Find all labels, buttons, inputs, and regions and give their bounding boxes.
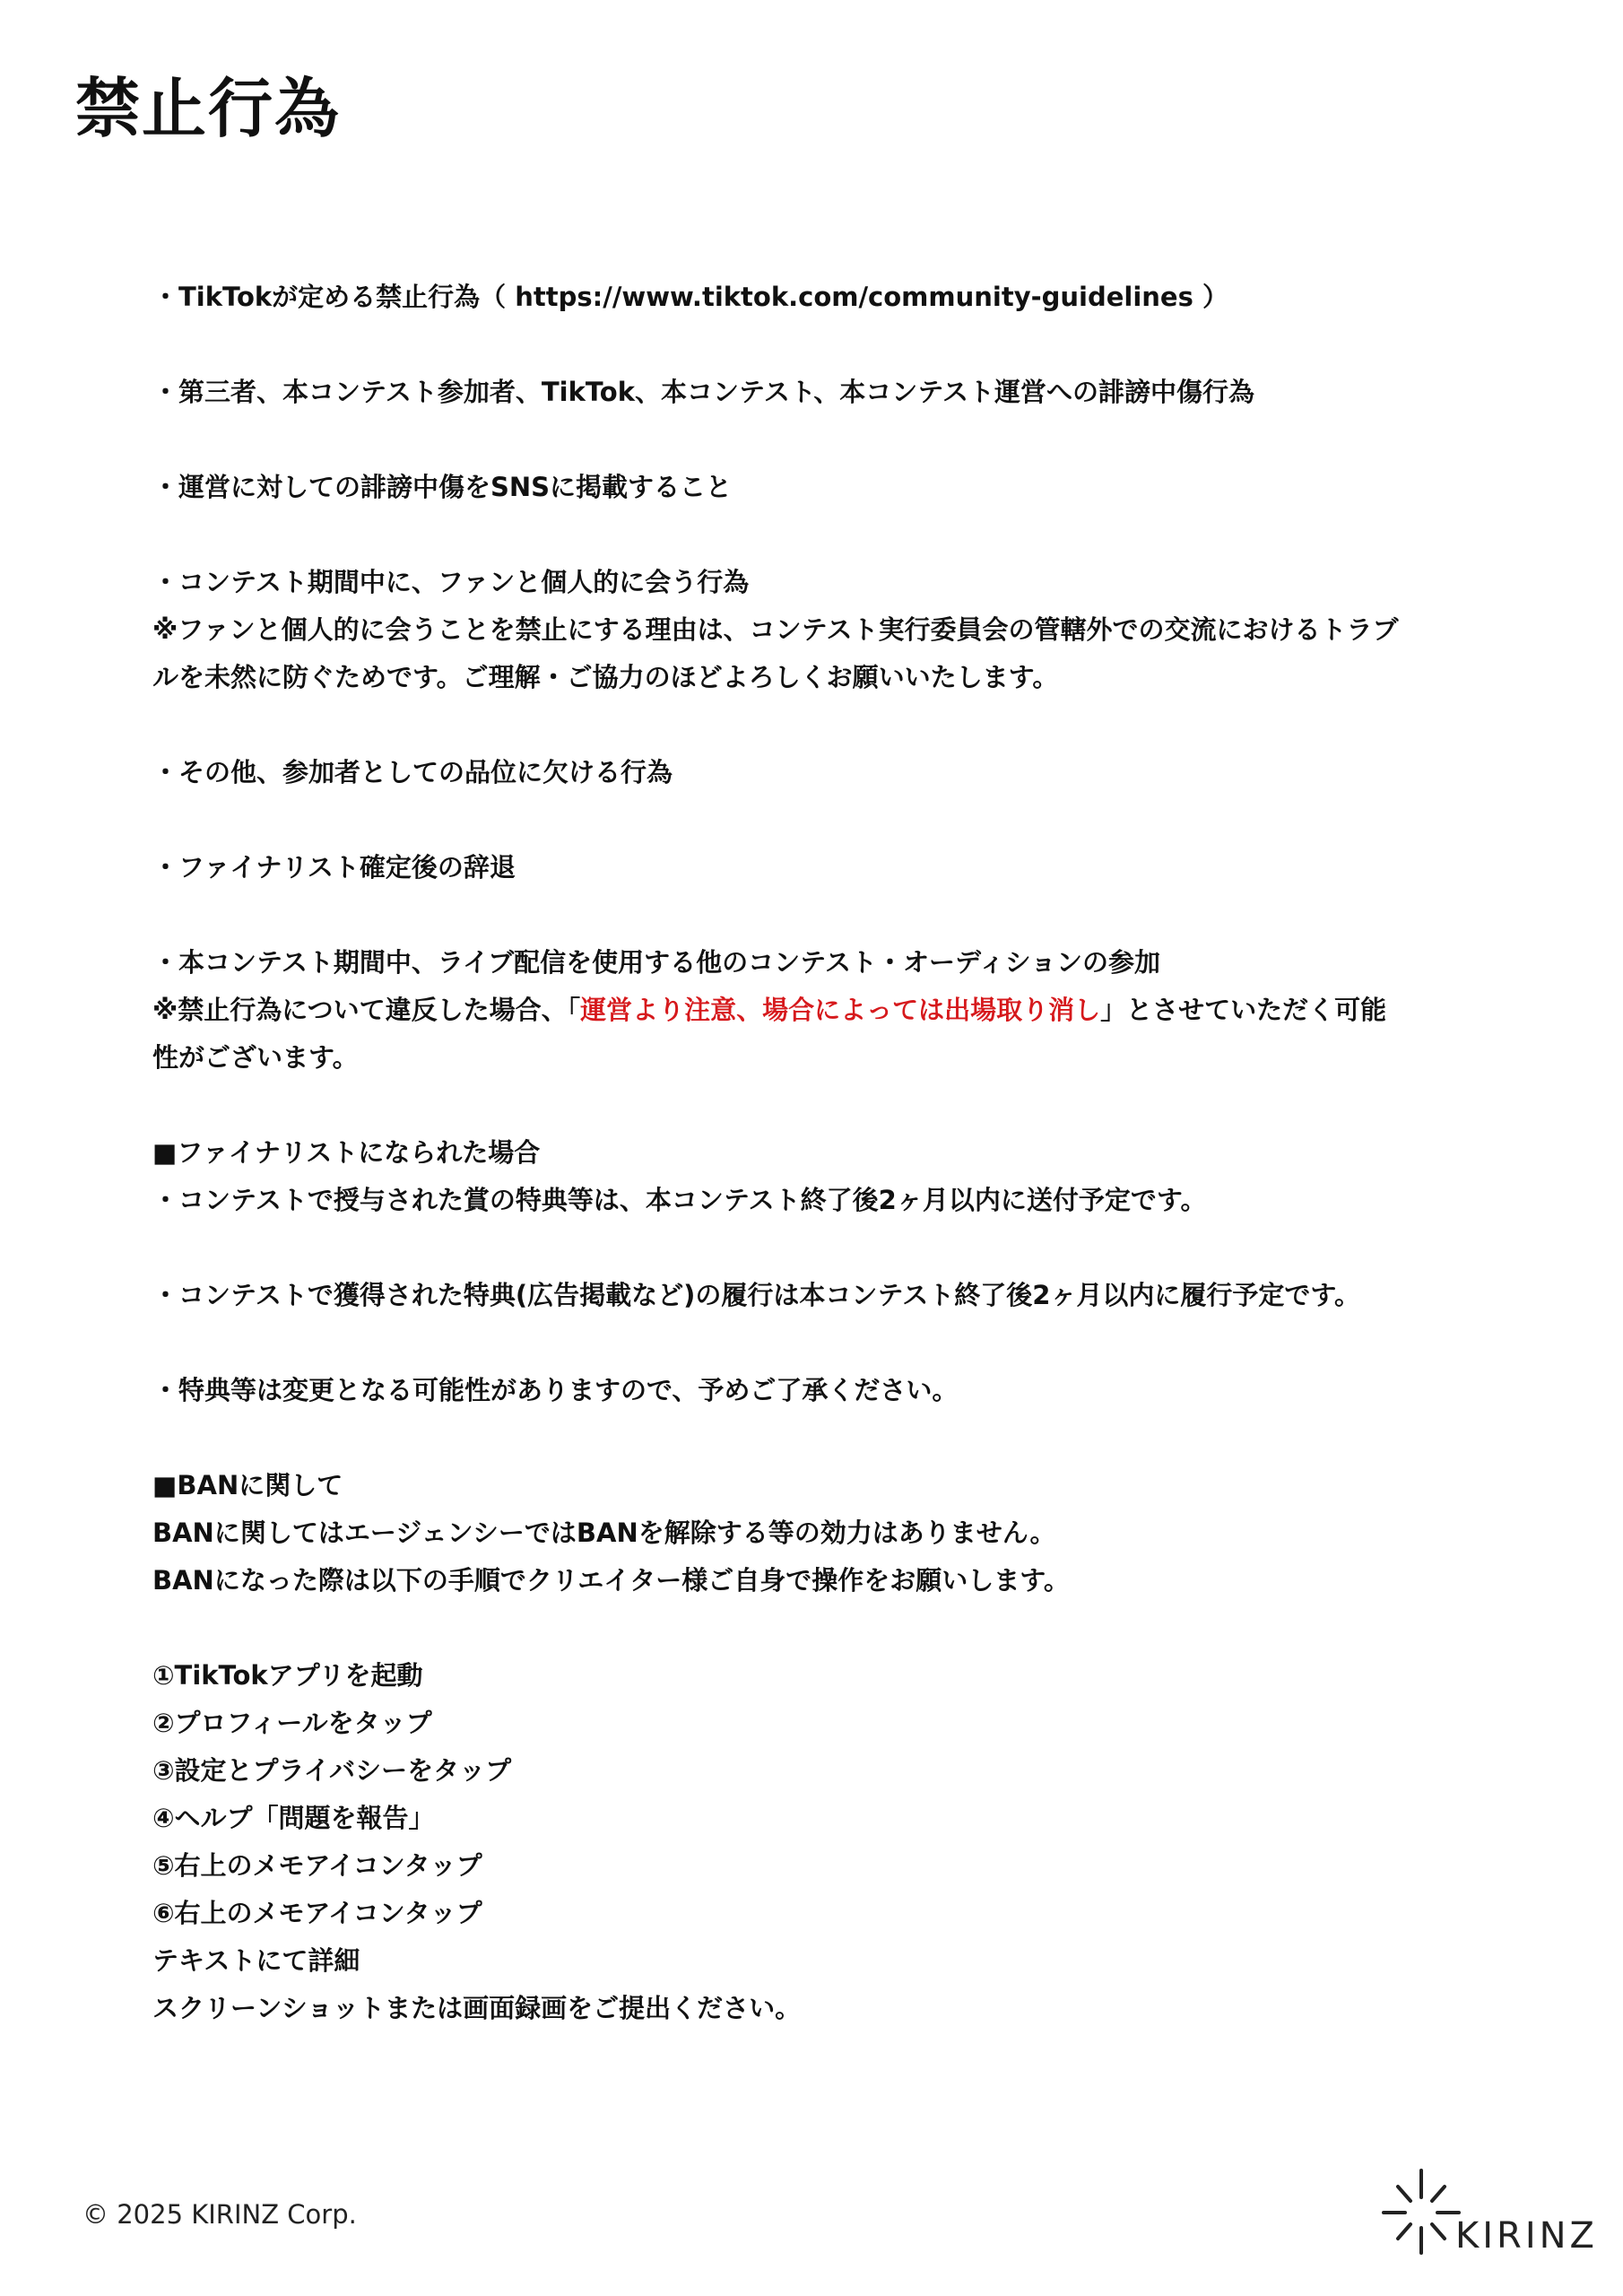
item-meet-fans: ・コンテスト期間中に、ファンと個人的に会う行為 bbox=[152, 567, 750, 597]
violation-note-end: 性がございます。 bbox=[152, 1042, 359, 1073]
ban-detail: テキストにて詳細 bbox=[152, 1945, 360, 1976]
violation-note-prefix: ※禁止行為について違反した場合、「 bbox=[152, 995, 581, 1025]
violation-note-suffix: 」とさせていただく可能 bbox=[1100, 995, 1387, 1025]
ban-step-2: ②プロフィールをタップ bbox=[152, 1708, 432, 1738]
item-defamation: ・第三者、本コンテスト参加者、TikTok、本コンテスト、本コンテスト運営への誹謗中傷行為 bbox=[152, 377, 1255, 407]
ban-line2: BANになった際は以下の手順でクリエイター様ご自身で操作をお願いします。 bbox=[152, 1565, 1070, 1596]
item-finalist-withdrawal: ・ファイナリスト確定後の辞退 bbox=[152, 852, 516, 883]
spacer bbox=[152, 891, 1488, 939]
spacer bbox=[152, 1082, 1488, 1129]
violation-warning-highlight: 運営より注意、場合によっては出場取り消し bbox=[580, 995, 1101, 1025]
item-tiktok-guidelines: ・TikTokが定める禁止行為（ https://www.tiktok.com/community-guidelines ） bbox=[152, 282, 1228, 312]
spacer bbox=[152, 1605, 1488, 1652]
spacer bbox=[152, 701, 1488, 749]
ban-step-4: ④ヘルプ「問題を報告」 bbox=[152, 1803, 435, 1833]
meet-fans-note-line2: ルを未然に防ぐためです。ご理解・ご協力のほどよろしくお願いいたします。 bbox=[152, 662, 1059, 692]
ban-step-6: ⑥右上のメモアイコンタップ bbox=[152, 1898, 482, 1928]
spacer bbox=[152, 1319, 1488, 1367]
spacer bbox=[152, 511, 1488, 559]
spacer bbox=[152, 416, 1488, 464]
spacer bbox=[152, 1414, 1488, 1462]
ban-heading: ■BANに関して bbox=[152, 1470, 343, 1500]
spacer bbox=[152, 1224, 1488, 1272]
item-dignity: ・その他、参加者としての品位に欠ける行為 bbox=[152, 757, 673, 787]
copyright: © 2025 KIRINZ Corp. bbox=[82, 2199, 357, 2230]
ban-screenshot: スクリーンショットまたは画面録画をご提出ください。 bbox=[152, 1993, 802, 2023]
item-sns-post: ・運営に対しての誹謗中傷をSNSに掲載すること bbox=[152, 472, 733, 502]
finalist-heading: ■ファイナリストになられた場合 bbox=[152, 1137, 541, 1168]
logo-wordmark: KIRINZ bbox=[1455, 2215, 1598, 2257]
violation-note bbox=[152, 987, 1488, 1034]
page-title: 禁止行為 bbox=[75, 71, 342, 146]
spacer bbox=[152, 796, 1488, 844]
ban-step-5: ⑤右上のメモアイコンタップ bbox=[152, 1850, 482, 1881]
finalist-benefits-fulfill: ・コンテストで獲得された特典(広告掲載など)の履行は本コンテスト終了後2ヶ月以内に履行予定です。 bbox=[152, 1280, 1361, 1310]
ban-step-1: ①TikTokアプリを起動 bbox=[152, 1660, 423, 1691]
document-body bbox=[152, 274, 1488, 2032]
item-other-contest: ・本コンテスト期間中、ライブ配信を使用する他のコンテスト・オーディションの参加 bbox=[152, 947, 1161, 978]
meet-fans-note-line1: ※ファンと個人的に会うことを禁止にする理由は、コンテスト実行委員会の管轄外での交流におけるトラブ bbox=[152, 614, 1399, 645]
ban-line1: BANに関してはエージェンシーではBANを解除する等の効力はありません。 bbox=[152, 1518, 1056, 1548]
finalist-benefits-change: ・特典等は変更となる可能性がありますので、予めご了承ください。 bbox=[152, 1375, 959, 1405]
kirinz-logo bbox=[1376, 2163, 1598, 2262]
finalist-benefits-send: ・コンテストで授与された賞の特典等は、本コンテスト終了後2ヶ月以内に送付予定です。 bbox=[152, 1185, 1207, 1215]
ban-step-3: ③設定とプライバシーをタップ bbox=[152, 1755, 512, 1786]
sparkle-burst-icon bbox=[1376, 2163, 1466, 2262]
spacer bbox=[152, 321, 1488, 369]
